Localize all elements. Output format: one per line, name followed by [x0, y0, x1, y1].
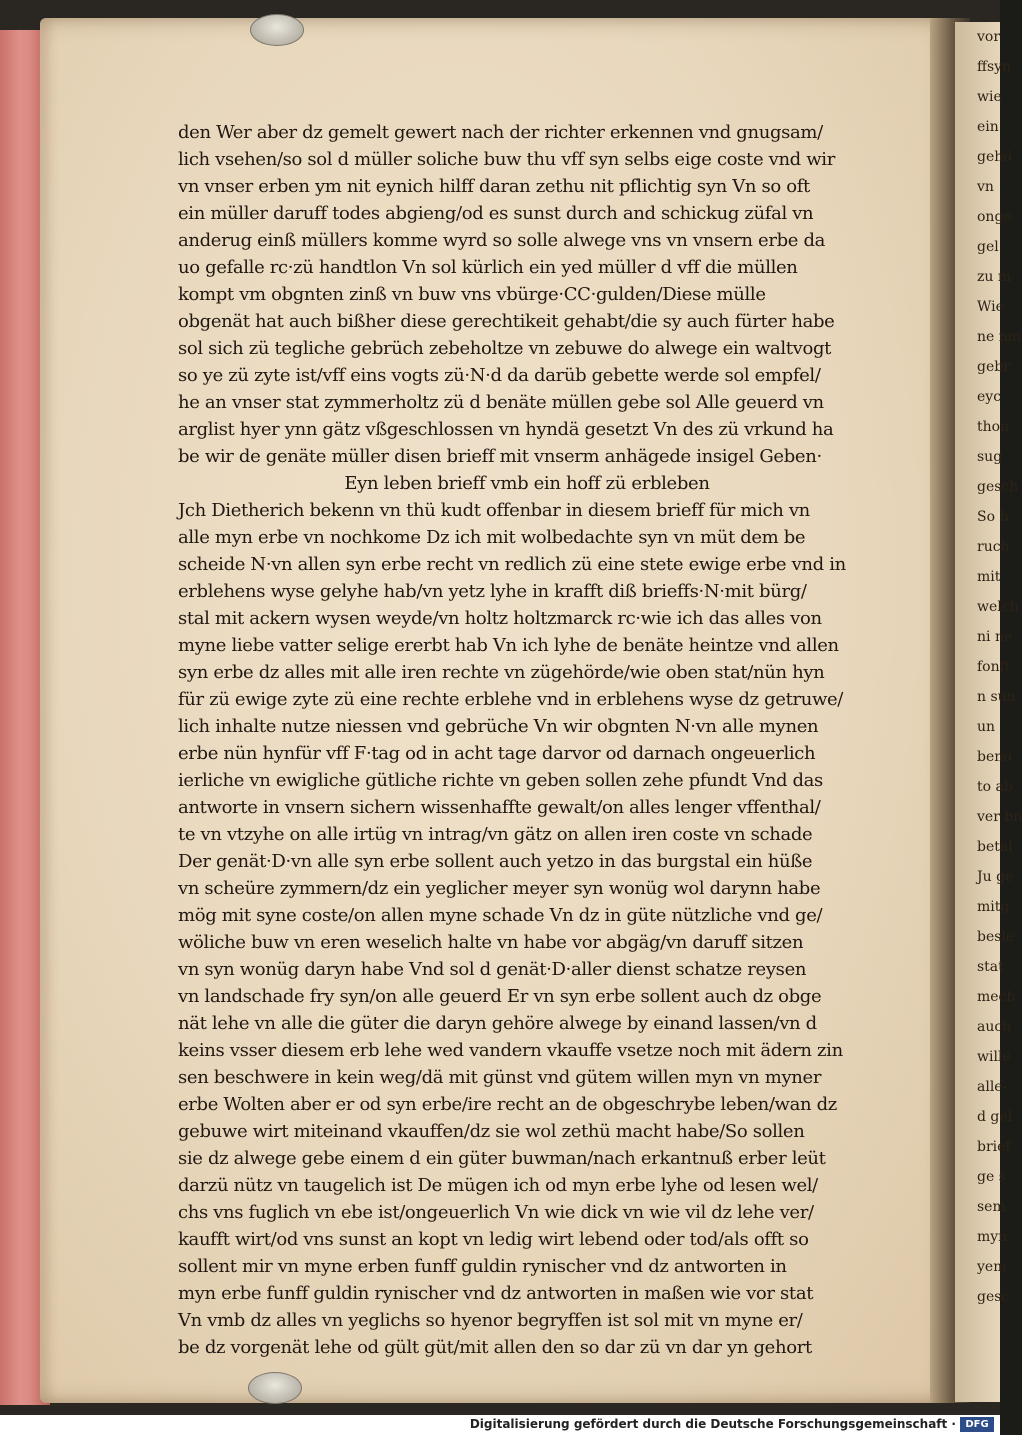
- text-line: ierliche vn ewigliche gütliche richte vn geben sollen zehe pfundt Vnd das: [178, 770, 823, 791]
- facing-page-fragment: mit: [977, 569, 1001, 585]
- facing-page-fragment: brief: [977, 1139, 1011, 1155]
- facing-page-fragment: stat: [977, 959, 1004, 975]
- text-line: kompt vm obgnten zinß vn buw vns vbürge·CC·gulden/Diese mülle: [178, 284, 766, 305]
- page-clip-bottom: [248, 1372, 302, 1404]
- facing-page-fragment: vn: [977, 179, 994, 195]
- text-line: Vn vmb dz alles vn yeglichs so hyenor begryffen ist sol mit vn myne er/: [178, 1310, 803, 1331]
- facing-page-fragment: wie: [977, 89, 1002, 105]
- text-line: alle myn erbe vn nochkome Dz ich mit wolbedachte syn vn müt dem be: [178, 527, 806, 548]
- facing-page-fragment: ni ne: [977, 629, 1013, 645]
- text-line: vn syn wonüg daryn habe Vnd sol d genät·D·aller dienst schatze reysen: [178, 959, 807, 980]
- section-heading: Eyn leben brieff vmb ein hoff zü erbleben: [344, 473, 710, 494]
- text-line: obgenät hat auch bißher diese gerechtikeit gehabt/die sy auch fürter habe: [178, 311, 835, 332]
- text-line: für zü ewige zyte zü eine rechte erblehe vnd in erblehens wyse dz getruwe/: [178, 689, 844, 710]
- text-line: so ye zü zyte ist/vff eins vogts zü·N·d da darüb gebette werde sol empfel/: [178, 365, 821, 386]
- facing-page-fragment: ver bn: [977, 809, 1022, 825]
- facing-page-fragment: betal: [977, 839, 1013, 855]
- facing-page-fragment: onge: [977, 209, 1012, 225]
- text-line: anderug einß müllers komme wyrd so solle alwege vns vn vnsern erbe da: [178, 230, 825, 251]
- text-line: gebuwe wirt miteinand vkauffen/dz sie wol zethü macht habe/So sollen: [178, 1121, 805, 1142]
- facing-page-fragment: eyc: [977, 389, 1002, 405]
- text-line: arglist hyer ynn gätz vßgeschlossen vn hyndä gesetzt Vn des zü vrkund ha: [178, 419, 834, 440]
- text-line: erbe Wolten aber er od syn erbe/ire recht an de obgeschrybe leben/wan dz: [178, 1094, 837, 1115]
- facing-page-fragment: fonft: [977, 659, 1011, 675]
- facing-page-fragment: myn: [977, 1229, 1008, 1245]
- facing-page-fragment: beno: [977, 749, 1012, 765]
- text-line: Jch Dietherich bekenn vn thü kudt offenbar in diesem brieff für mich vn: [178, 500, 810, 521]
- text-line: Der genät·D·vn alle syn erbe sollent auch yetzo in das burgstal ein hüße: [178, 851, 813, 872]
- page-clip-top: [250, 14, 304, 46]
- facing-page-fragment: sem: [977, 1199, 1006, 1215]
- text-line: he an vnser stat zymmerholtz zü d benäte müllen gebe sol Alle geuerd vn: [178, 392, 824, 413]
- text-line: lich inhalte nutze niessen vnd gebrüche Vn wir obgnten N·vn alle mynen: [178, 716, 819, 737]
- footer-bar: [0, 1415, 1000, 1435]
- facing-page-fragment: ffsyn: [977, 59, 1012, 75]
- text-line: chs vns fuglich vn ebe ist/ongeuerlich Vn wie dick vn wie vil dz lehe ver/: [178, 1202, 814, 1223]
- text-line: sen beschwere in kein weg/dä mit günst vnd gütem willen myn vn myner: [178, 1067, 822, 1088]
- text-line: uo gefalle rc·zü handtlon Vn sol kürlich ein yed müller d vff die müllen: [178, 257, 798, 278]
- facing-page-fragment: Wie: [977, 299, 1004, 315]
- facing-page-fragment: gesc: [977, 1289, 1010, 1305]
- funding-notice: Digitalisierung gefördert durch die Deutsche Forschungsgemeinschaft ·: [469, 1417, 956, 1431]
- facing-page-fragment: yem: [977, 1259, 1007, 1275]
- document-body: [178, 119, 876, 1361]
- text-line: lich vsehen/so sol d müller soliche buw thu vff syn selbs eige coste vnd wir: [178, 149, 835, 170]
- facing-page-fragment: to ab: [977, 779, 1013, 795]
- text-line: darzü nütz vn taugelich ist De mügen ich od myn erbe lyhe od lesen wel/: [178, 1175, 818, 1196]
- text-line: te vn vtzyhe on alle irtüg vn intrag/vn gätz on allen iren coste vn schade: [178, 824, 813, 845]
- facing-page-fragment: alle-: [977, 1079, 1008, 1095]
- facing-page-fragment: gesch: [977, 479, 1019, 495]
- text-line: ein müller daruff todes abgieng/od es sunst durch and schickug züfal vn: [178, 203, 814, 224]
- text-line: erbe nün hynfür vff F·tag od in acht tage darvor od darnach ongeuerlich: [178, 743, 816, 764]
- facing-page-fragment: zu m: [977, 269, 1012, 285]
- facing-page-fragment: mitg: [977, 899, 1010, 915]
- facing-page-fragment: auch: [977, 1019, 1012, 1035]
- text-line: vn scheüre zymmern/dz ein yeglicher meyer syn wonüg wol darynn habe: [178, 878, 821, 899]
- facing-page-fragment: sug: [977, 449, 1003, 465]
- text-line: be dz vorgenät lehe od gült güt/mit allen den so dar zü vn dar yn gehort: [178, 1337, 812, 1358]
- facing-page: [955, 22, 1022, 1402]
- text-line: myne liebe vatter selige ererbt hab Vn ich lyhe de benäte heintze vnd allen: [178, 635, 839, 656]
- text-line: wöliche buw vn eren weselich halte vn habe vor abgäg/vn daruff sitzen: [178, 932, 804, 953]
- text-line: kaufft wirt/od vns sunst an kopt vn ledig wirt lebend oder tod/als offt so: [178, 1229, 809, 1250]
- text-line: nät lehe vn alle die güter die daryn gehöre alwege by einand lassen/vn d: [178, 1013, 817, 1034]
- facing-page-fragment: welch: [977, 599, 1019, 615]
- text-line: antworte in vnsern sichern wissenhaffte gewalt/on alles lenger vffenthal/: [178, 797, 821, 818]
- text-line: erblehens wyse gelyhe hab/vn yetz lyhe in krafft diß brieffs·N·mit bürg/: [178, 581, 807, 602]
- facing-page-fragment: ruch: [977, 539, 1010, 555]
- facing-page-fragment: ge s: [977, 1169, 1006, 1185]
- facing-page-fragment: ein: [977, 119, 999, 135]
- text-line: sie dz alwege gebe einem d ein güter buwman/nach erkantnuß erber leüt: [178, 1148, 826, 1169]
- facing-page-fragment: d gel: [977, 1109, 1013, 1125]
- facing-page-fragment: Ju ge: [977, 869, 1014, 885]
- text-line: myn erbe funff guldin rynischer vnd dz antworten in maßen wie vor stat: [178, 1283, 814, 1304]
- facing-page-fragment: gel: [977, 239, 999, 255]
- facing-page-fragment: So b: [977, 509, 1009, 525]
- text-line: sol sich zü tegliche gebrüch zebeholtze vn zebuwe do alwege ein waltvogt: [178, 338, 832, 359]
- text-line: vn landschade fry syn/on alle geuerd Er vn syn erbe sollent auch dz obge: [178, 986, 822, 1007]
- facing-page-fragment: thon: [977, 419, 1010, 435]
- text-line: scheide N·vn allen syn erbe recht vn redlich zü eine stete ewige erbe vnd in: [178, 554, 846, 575]
- facing-page-fragment: n sun: [977, 689, 1016, 705]
- text-line: den Wer aber dz gemelt gewert nach der richter erkennen vnd gnugsam/: [178, 122, 823, 143]
- facing-page-fragment: wille: [977, 1049, 1011, 1065]
- text-line: sollent mir vn myne erben funff guldin rynischer vnd dz antworten in: [178, 1256, 787, 1277]
- dfg-logo: DFG: [960, 1417, 994, 1432]
- facing-page-fragment: mecb: [977, 989, 1016, 1005]
- facing-page-fragment: besle: [977, 929, 1015, 945]
- text-line: syn erbe dz alles mit alle iren rechte vn zügehörde/wie oben stat/nün hyn: [178, 662, 825, 683]
- facing-page-fragment: un: [977, 719, 996, 735]
- facing-page-fragment: ne nm: [977, 329, 1022, 345]
- text-line: be wir de genäte müller disen brieff mit vnserm anhägede insigel Geben·: [178, 446, 822, 467]
- text-line: vn vnser erben ym nit eynich hilff daran zethu nit pflichtig syn Vn so oft: [178, 176, 810, 197]
- text-line: keins vsser diesem erb lehe wed vandern vkauffe vsetze noch mit ädern zin: [178, 1040, 843, 1061]
- facing-page-fragment: vor: [977, 29, 1001, 45]
- facing-page-fragment: gehö: [977, 149, 1012, 165]
- facing-page-fragment: gebr: [977, 359, 1010, 375]
- text-line: stal mit ackern wysen weyde/vn holtz holtzmarck rc·wie ich das alles von: [178, 608, 822, 629]
- text-line: mög mit syne coste/on allen myne schade Vn dz in güte nützliche vnd ge/: [178, 905, 823, 926]
